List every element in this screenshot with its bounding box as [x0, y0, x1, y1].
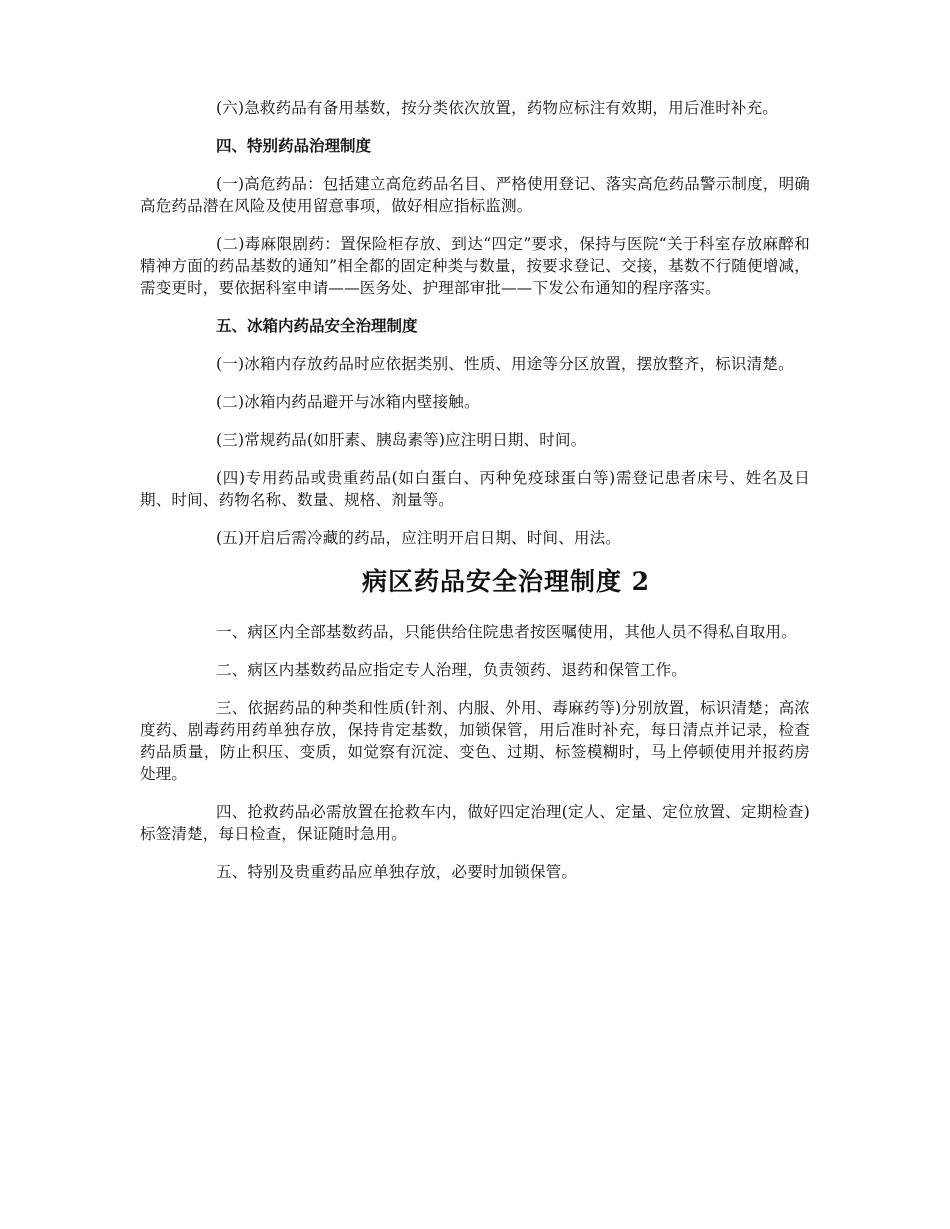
paragraph-emergency-drugs: (六)急救药品有备用基数，按分类依次放置，药物应标注有效期，用后准时补充。 [216, 99, 778, 117]
paragraph-fridge-2: (二)冰箱内药品避开与冰箱内壁接触。 [216, 393, 480, 411]
heading-fridge-drugs: 五、冰箱内药品安全治理制度 [216, 317, 418, 335]
paragraph-ward-3: 三、依据药品的种类和性质(针剂、内服、外用、毒麻药等)分别放置，标识清楚；高浓度药、剧毒药用药单独存放，保持肯定基数，加锁保管，用后准时补充，每日清点并记录，检查药品质量，防止积压、变质，如觉察有沉淀、变色、过期、标签模糊时，马上停顿使用并报药房处理。 [140, 699, 810, 783]
document-title: 病区药品安全治理制度 2 [361, 567, 651, 596]
paragraph-high-risk-drugs: (一)高危药品：包括建立高危药品名目、严格使用登记、落实高危药品警示制度，明确高危药品潜在风险及使用留意事项，做好相应指标监测。 [140, 175, 810, 215]
paragraph-fridge-3: (三)常规药品(如肝素、胰岛素等)应注明日期、时间。 [216, 431, 587, 449]
paragraph-narcotic-drugs: (二)毒麻限剧药：置保险柜存放、到达“四定”要求，保持与医院“关于科室存放麻醉和精神方面的药品基数的通知”相全都的固定种类与数量，按要求登记、交接，基数不行随便增减，需变更时，要依据科室申请——医务处、护理部审批——下发公布通知的程序落实。 [140, 235, 810, 297]
paragraph-ward-4: 四、抢救药品必需放置在抢救车内，做好四定治理(定人、定量、定位放置、定期检查)标签清楚，每日检查，保证随时急用。 [140, 803, 810, 843]
paragraph-fridge-5: (五)开启后需冷藏的药品，应注明开启日期、时间、用法。 [216, 529, 621, 547]
paragraph-fridge-1: (一)冰箱内存放药品时应依据类别、性质、用途等分区放置，摆放整齐，标识清楚。 [216, 355, 794, 373]
paragraph-ward-5: 五、特别及贵重药品应单独存放，必要时加锁保管。 [216, 863, 578, 881]
document-body [140, 97, 810, 899]
paragraph-fridge-4: (四)专用药品或贵重药品(如白蛋白、丙种免疫球蛋白等)需登记患者床号、姓名及日期、时间、药物名称、数量、规格、剂量等。 [140, 469, 810, 509]
heading-special-drugs: 四、特别药品治理制度 [216, 137, 372, 155]
paragraph-ward-2: 二、病区内基数药品应指定专人治理，负责领药、退药和保管工作。 [216, 661, 688, 679]
paragraph-ward-1: 一、病区内全部基数药品，只能供给住院患者按医嘱使用，其他人员不得私自取用。 [216, 623, 797, 641]
